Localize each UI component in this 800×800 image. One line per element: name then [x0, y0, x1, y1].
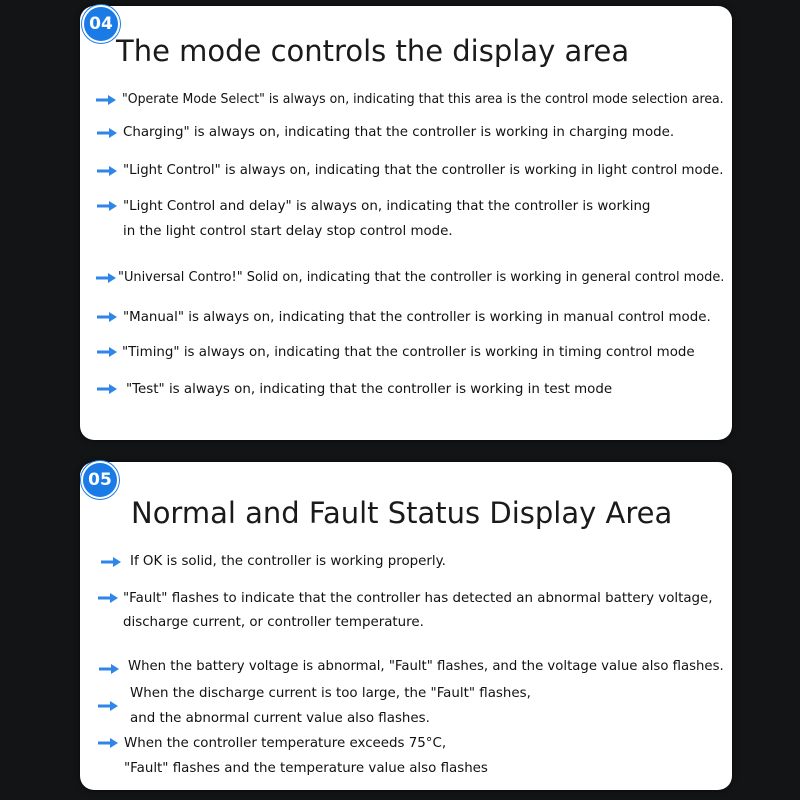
mode-item-light-control-delay-cont: in the light control start delay stop control mode. — [123, 224, 453, 239]
right-arrow-icon — [97, 201, 117, 211]
status-item-battery-voltage: When the battery voltage is abnormal, "Fault" flashes, and the voltage value also flashes. — [128, 659, 724, 674]
right-arrow-icon — [101, 557, 121, 567]
mode-item-test: "Test" is always on, indicating that the controller is working in test mode — [126, 382, 613, 397]
mode-item-universal-control: "Universal Contro!" Solid on, indicating that the controller is working in general control mode. — [118, 270, 725, 285]
mode-item-operate-select: "Operate Mode Select" is always on, indicating that this area is the control mode selection area. — [122, 92, 724, 107]
right-arrow-icon — [97, 128, 117, 138]
right-arrow-icon — [97, 166, 117, 176]
mode-item-light-control-delay: "Light Control and delay" is always on, indicating that the controller is working — [123, 199, 651, 214]
right-arrow-icon — [98, 738, 118, 748]
section-title: The mode controls the display area — [116, 34, 630, 68]
right-arrow-icon — [99, 664, 119, 674]
mode-item-charging: Charging" is always on, indicating that the controller is working in charging mode. — [123, 125, 675, 140]
status-item-ok: If OK is solid, the controller is working properly. — [130, 554, 446, 569]
right-arrow-icon — [98, 593, 118, 603]
right-arrow-icon — [97, 384, 117, 394]
right-arrow-icon — [97, 347, 117, 357]
section-number-badge: 04 — [82, 5, 120, 43]
status-item-fault-cont: discharge current, or controller temperature. — [123, 615, 424, 630]
status-item-discharge-current-cont: and the abnormal current value also flashes. — [130, 711, 430, 726]
mode-item-manual: "Manual" is always on, indicating that the controller is working in manual control mode. — [123, 310, 711, 325]
status-item-temperature-cont: "Fault" flashes and the temperature value also flashes — [124, 761, 488, 776]
right-arrow-icon — [98, 701, 118, 711]
section-number-badge: 05 — [81, 461, 119, 499]
right-arrow-icon — [96, 95, 116, 105]
status-item-discharge-current: When the discharge current is too large, the "Fault" flashes, — [130, 686, 531, 701]
status-item-fault: "Fault" flashes to indicate that the controller has detected an abnormal battery voltage, — [123, 591, 713, 606]
mode-item-timing: "Timing" is always on, indicating that the controller is working in timing control mode — [122, 345, 695, 360]
right-arrow-icon — [96, 273, 116, 283]
status-item-temperature: When the controller temperature exceeds 75°C, — [124, 736, 447, 751]
section-title: Normal and Fault Status Display Area — [131, 496, 673, 530]
right-arrow-icon — [97, 312, 117, 322]
mode-item-light-control: "Light Control" is always on, indicating that the controller is working in light control mode. — [123, 163, 724, 178]
